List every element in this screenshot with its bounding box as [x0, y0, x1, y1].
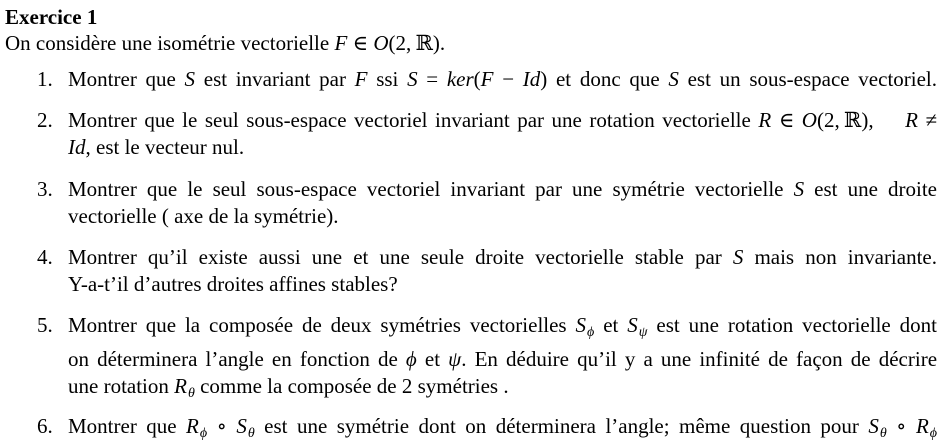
text-line [68, 134, 937, 161]
math-var: S [575, 313, 587, 337]
math-subscript: ψ [638, 325, 648, 340]
text-segment: Montrer que [68, 67, 185, 91]
math-var: O [373, 31, 389, 55]
exercise-item-1 [5, 66, 937, 93]
text-line [68, 312, 937, 346]
text-segment: (2, ℝ), [816, 108, 906, 132]
math-var: S [793, 177, 805, 201]
text-segment: ≠ [917, 108, 938, 132]
text-segment: Y-a-t’il d’autres droites affines stables? [68, 272, 398, 296]
text-segment: comme la composée de 2 symétries . [194, 374, 509, 398]
exercise-item-3 [5, 176, 937, 230]
item-number: 1. [37, 67, 53, 91]
math-subscript: θ [247, 426, 255, 441]
math-var: R [174, 374, 187, 398]
exercise-item-2 [5, 107, 937, 161]
text-segment: ( [473, 67, 481, 91]
text-segment: est un sous-espace vectoriel. [678, 67, 938, 91]
math-subscript: θ [879, 426, 887, 441]
item-text [68, 413, 937, 447]
math-var: S [732, 245, 744, 269]
math-var: R [905, 108, 918, 132]
item-number: 6. [37, 414, 53, 438]
text-segment: Montrer que le seul sous-espace vectoriel invariant par une symétrie vectorielle [68, 177, 794, 201]
math-var: ϕ [405, 347, 417, 371]
item-number: 2. [37, 108, 53, 132]
text-segment: ssi [367, 67, 408, 91]
text-line [5, 30, 937, 56]
text-segment: . En déduire qu’il y a une infinité de façon de décrire [461, 347, 938, 371]
exercise-item-5 [5, 312, 937, 407]
text-segment: On considère une isométrie vectorielle [5, 31, 335, 55]
math-subscript: θ [187, 386, 195, 401]
text-segment: mais non invariante. [743, 245, 937, 269]
text-segment: Montrer qu’il existe aussi une et une seule droite vectorielle stable par [68, 245, 733, 269]
math-var: S [184, 67, 196, 91]
math-var: Id [522, 67, 541, 91]
math-var: F [480, 67, 494, 91]
text-line [68, 66, 937, 93]
item-text [68, 107, 937, 161]
text-line [68, 346, 937, 373]
text-line [68, 271, 937, 298]
text-segment: , est le vecteur nul. [85, 135, 245, 159]
item-number: 3. [37, 177, 53, 201]
exercise-item-6 [5, 413, 937, 447]
item-number: 4. [37, 245, 53, 269]
math-var: ψ [448, 347, 462, 371]
text-segment: (2, ℝ). [388, 31, 446, 55]
math-var: R [186, 414, 199, 438]
text-segment: est invariant par [195, 67, 355, 91]
math-var: S [407, 67, 418, 91]
text-line [68, 107, 937, 134]
math-var: R [758, 108, 772, 132]
text-line [68, 373, 937, 407]
math-var: O [801, 108, 817, 132]
text-segment: Montrer que la composée de deux symétries vectorielles [68, 313, 576, 337]
text-segment: ∈ [771, 108, 802, 132]
text-segment: ∘ [886, 414, 916, 438]
math-var: ker [446, 67, 474, 91]
exercise-title: Exercice 1 [5, 5, 98, 29]
text-segment: Montrer que [68, 414, 187, 438]
text-segment: − [493, 67, 523, 91]
text-segment: ∈ [347, 31, 374, 55]
math-var: R [915, 414, 929, 438]
math-subscript: ϕ [587, 325, 595, 340]
math-var: F [334, 31, 348, 55]
text-segment: ) et donc que [540, 67, 669, 91]
math-var: Id [68, 135, 86, 159]
math-subscript: ϕ [199, 426, 208, 441]
text-line [68, 244, 937, 271]
exercise-intro [5, 30, 937, 56]
text-segment: est une symétrie dont on déterminera l’angle; même question pour [254, 414, 869, 438]
text-segment: une rotation [68, 374, 175, 398]
text-segment: et [416, 347, 449, 371]
text-segment: Montrer que le seul sous-espace vectoriel invariant par une rotation vectorielle [68, 108, 759, 132]
math-subscript: ϕ [929, 426, 938, 441]
text-segment: est une rotation vectorielle dont [647, 313, 937, 337]
text-line [68, 176, 937, 203]
item-text [68, 176, 937, 230]
text-segment: est une droite [804, 177, 937, 201]
text-line [68, 203, 937, 230]
text-segment: ∘ [207, 414, 237, 438]
text-segment: vectorielle ( axe de la symétrie). [68, 204, 339, 228]
exercise-item-4 [5, 244, 937, 298]
item-text [68, 244, 937, 298]
item-number: 5. [37, 313, 53, 337]
text-segment: et [594, 313, 628, 337]
item-text [68, 66, 937, 93]
text-segment: on déterminera l’angle en fonction de [68, 347, 406, 371]
math-var: S [236, 414, 247, 438]
math-var: S [627, 313, 638, 337]
text-segment: = [417, 67, 447, 91]
math-var: S [868, 414, 879, 438]
text-line [68, 413, 937, 447]
item-text [68, 312, 937, 407]
math-var: F [354, 67, 368, 91]
math-var: S [668, 67, 679, 91]
